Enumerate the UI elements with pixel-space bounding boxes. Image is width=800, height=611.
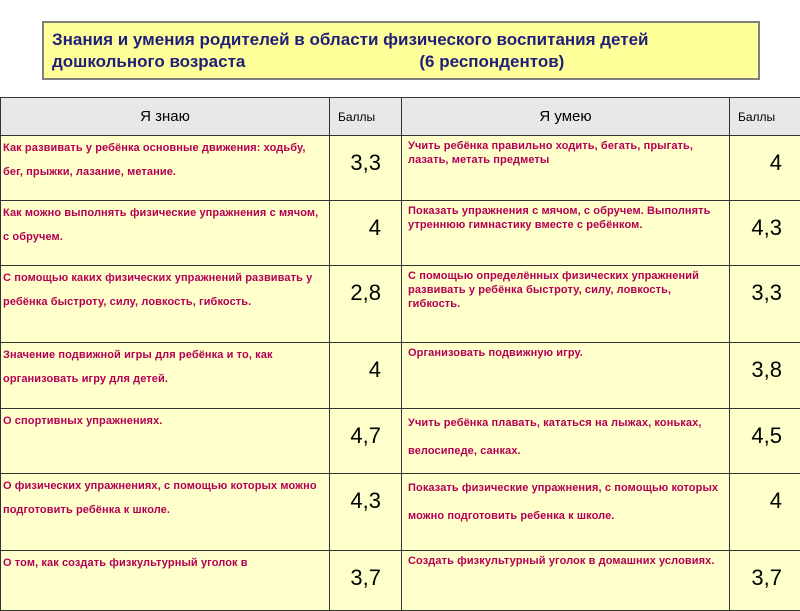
can-score-cell: 3,3 — [730, 266, 800, 343]
know-cell: О том, как создать физкультурный уголок в — [1, 551, 330, 611]
know-score-cell: 4,7 — [330, 409, 402, 474]
title-line-1: Знания и умения родителей в области физического воспитания детей — [52, 29, 750, 51]
know-cell: О физических упражнениях, с помощью которых можно подготовить ребёнка к школе. — [1, 474, 330, 551]
title-respondents-text: (6 респондентов) — [419, 51, 564, 73]
can-cell: Показать физические упражнения, с помощью которых можно подготовить ребенка к школе. — [402, 474, 730, 551]
know-cell: Как можно выполнять физические упражнения с мячом, с обручем. — [1, 201, 330, 266]
header-can: Я умею — [402, 98, 730, 136]
know-score-cell: 4,3 — [330, 474, 402, 551]
know-score-cell: 4 — [330, 201, 402, 266]
can-cell: Учить ребёнка плавать, кататься на лыжах, коньках, велосипеде, санках. — [402, 409, 730, 474]
can-cell: Создать физкультурный уголок в домашних условиях. — [402, 551, 730, 611]
survey-table — [0, 97, 800, 611]
can-cell: Учить ребёнка правильно ходить, бегать, прыгать, лазать, метать предметы — [402, 136, 730, 201]
table-row — [1, 409, 800, 474]
know-cell: С помощью каких физических упражнений развивать у ребёнка быстроту, силу, ловкость, гибкость. — [1, 266, 330, 343]
can-score-cell: 4 — [730, 474, 800, 551]
can-score-cell: 4,5 — [730, 409, 800, 474]
can-score-cell: 4 — [730, 136, 800, 201]
slide-title — [42, 21, 760, 80]
can-cell: С помощью определённых физических упражнений развивать у ребёнка быстроту, силу, ловкость, гибкость. — [402, 266, 730, 343]
know-cell: Как развивать у ребёнка основные движения: ходьбу, бег, прыжки, лазание, метание. — [1, 136, 330, 201]
can-score-cell: 3,7 — [730, 551, 800, 611]
know-score-cell: 3,7 — [330, 551, 402, 611]
header-can-score: Баллы — [730, 98, 800, 136]
title-age-text: дошкольного возраста — [52, 51, 245, 73]
header-know: Я знаю — [1, 98, 330, 136]
know-score-cell: 3,3 — [330, 136, 402, 201]
table-row — [1, 266, 800, 343]
table-row — [1, 136, 800, 201]
title-line-2 — [52, 51, 750, 73]
table-row — [1, 201, 800, 266]
table-row — [1, 551, 800, 611]
table-row — [1, 474, 800, 551]
table-header-row — [1, 98, 800, 136]
can-cell: Показать упражнения с мячом, с обручем. Выполнять утреннюю гимнастику вместе с ребёнком. — [402, 201, 730, 266]
know-cell: О спортивных упражнениях. — [1, 409, 330, 474]
know-score-cell: 4 — [330, 343, 402, 409]
can-score-cell: 3,8 — [730, 343, 800, 409]
know-cell: Значение подвижной игры для ребёнка и то, как организовать игру для детей. — [1, 343, 330, 409]
can-cell: Организовать подвижную игру. — [402, 343, 730, 409]
know-score-cell: 2,8 — [330, 266, 402, 343]
header-know-score: Баллы — [330, 98, 402, 136]
table-row — [1, 343, 800, 409]
can-score-cell: 4,3 — [730, 201, 800, 266]
